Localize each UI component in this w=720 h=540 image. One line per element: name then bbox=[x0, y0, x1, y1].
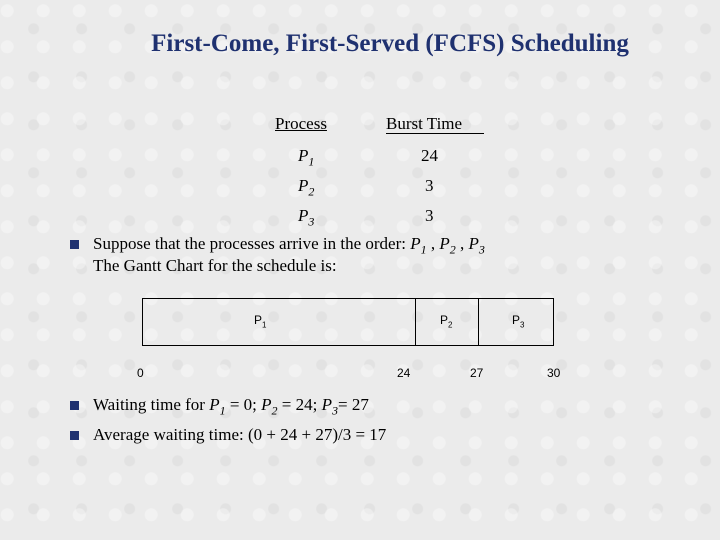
bullet-icon bbox=[70, 431, 79, 440]
waiting-time-text: Waiting time for $P_1 = 0$; $P_2 = 24$; $P_3= 27$ bbox=[93, 395, 369, 418]
process-name-3: $P_3$ bbox=[298, 206, 315, 229]
gantt-tick-27: 27 bbox=[470, 366, 484, 380]
header-burst-time: Burst Time bbox=[386, 114, 484, 134]
gantt-bar-label-p3: $P_3$ bbox=[512, 313, 525, 330]
gantt-intro-text: The Gantt Chart for the schedule is: bbox=[93, 256, 337, 275]
gantt-bar-label-p1: $P_1$ bbox=[254, 313, 267, 330]
gantt-chart bbox=[142, 298, 554, 346]
burst-time-3: 3 bbox=[425, 206, 434, 225]
gantt-divider-24 bbox=[415, 298, 416, 346]
gantt-divider-27 bbox=[478, 298, 479, 346]
gantt-tick-0: 0 bbox=[137, 366, 144, 380]
gantt-bar-label-p2: $P_2$ bbox=[440, 313, 453, 330]
burst-time-2: 3 bbox=[425, 176, 434, 195]
gantt-tick-30: 30 bbox=[547, 366, 561, 380]
bullet-icon bbox=[70, 401, 79, 410]
bullet-icon bbox=[70, 240, 79, 249]
process-name-2: $P_2$ bbox=[298, 176, 315, 199]
burst-time-1: 24 bbox=[421, 146, 438, 165]
gantt-tick-24: 24 bbox=[397, 366, 411, 380]
average-waiting-text: Average waiting time: (0 + 24 + 27)/3 = 17 bbox=[93, 425, 387, 444]
arrival-order-text: Suppose that the processes arrive in the order: $P_1$ , $P_2$ , $P_3$ bbox=[93, 234, 485, 257]
process-name-1: $P_1$ bbox=[298, 146, 315, 169]
slide-title: First-Come, First-Served (FCFS) Scheduling bbox=[151, 30, 629, 57]
header-process: Process bbox=[275, 114, 327, 133]
